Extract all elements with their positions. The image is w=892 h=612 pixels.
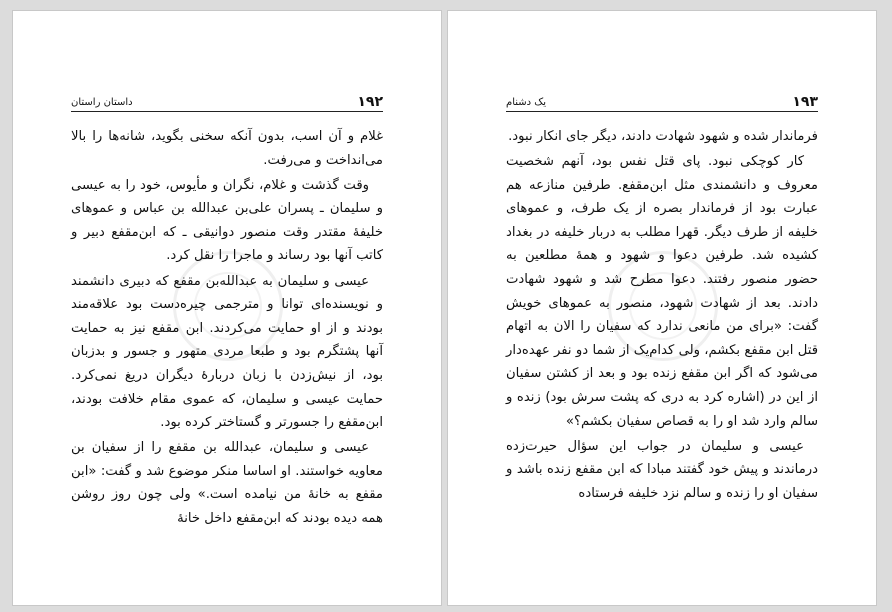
paragraph: غلام و آن اسب، بدون آنکه سخنی بگوید، شانه‌ها را بالا می‌انداخت و می‌رفت.	[71, 129, 383, 168]
page-header	[506, 94, 818, 112]
left-page	[12, 10, 442, 606]
paragraph: کار کوچکی نبود. پای قتل نفس بود، آنهم شخصیت معروف و دانشمندی مثل ابن‌مقفع. طرفین منازعه هم عبارت بود از فرماندار بصره از یک طرف، و عموهای خلیفه از طرف دیگر. قهرا مطلب به دربار خلیفه در بغداد کشیده شد. طرفین دعوا و شهود و همهٔ مطلعین به حضور منصور رفتند. دعوا مطرح شد و شهود شهادت دادند. بعد از شهادت شهود، منصور به عموهای خویش گفت: «برای من مانعی ندارد که سفیان را الان به اتهام قتل ابن مقفع بکشم، ولی کدام‌یک از شما دو نفر عهده‌دار می‌شود که اگر ابن مقفع زنده بود و بعد از کشتن سفیان از این در (اشاره کرد به دری که پشت سرش بود) زنده و سالم وارد شد او را به قصاص سفیان بکشم؟»	[506, 154, 818, 429]
right-page	[447, 10, 877, 606]
paragraph: عیسی و سلیمان به عبدالله‌بن مقفع که دبیری دانشمند و نویسنده‌ای توانا و مترجمی چیره‌دست بود علاقه‌مند بودند و از او حمایت می‌کردند. ابن مقفع نیز به حمایت آنها پشتگرم بود و طبعا مردی متهور و جسور و بدزبان بود، از نیش‌زدن با زبان دربارهٔ دیگران دریغ نمی‌کرد. حمایت عیسی و سلیمان، که عموی مقام خلافت بودند، ابن‌مقفع را جسورتر و گستاختر کرده بود.	[71, 273, 383, 431]
page-number: ۱۹۲	[353, 94, 383, 110]
page-number: ۱۹۳	[788, 94, 818, 110]
paragraph: فرماندار شده و شهود شهادت دادند، دیگر جای انکار نبود.	[508, 129, 818, 144]
paragraph: عیسی و سلیمان در جواب این سؤال حیرت‌زده درماندند و پیش خود گفتند مبادا که ابن مقفع زنده باشد و سفیان او را زنده و سالم نزد خلیفه فرستاده	[506, 438, 818, 501]
page-body	[506, 125, 818, 507]
running-title: داستان راستان	[71, 96, 137, 110]
page-body	[71, 125, 383, 532]
running-title: یک دشنام	[506, 96, 550, 110]
paragraph: عیسی و سلیمان، عبدالله بن مقفع را از سفیان بن معاویه خواستند. او اساسا منکر موضوع شد و گفت: «ابن مقفع به خانهٔ من نیامده است.» ولی چون روز روشن همه دیده بودند که ابن‌مقفع داخل خانهٔ	[71, 440, 383, 526]
paragraph: وقت گذشت و غلام، نگران و مأیوس، خود را به عیسی و سلیمان ـ پسران علی‌بن عبدالله بن عباس و عموهای خلیفهٔ مقتدر وقت منصور دوانیقی ـ که ابن‌مقفع دبیر و کاتب آنها بود رساند و ماجرا را نقل کرد.	[71, 177, 383, 264]
page-header	[71, 94, 383, 112]
